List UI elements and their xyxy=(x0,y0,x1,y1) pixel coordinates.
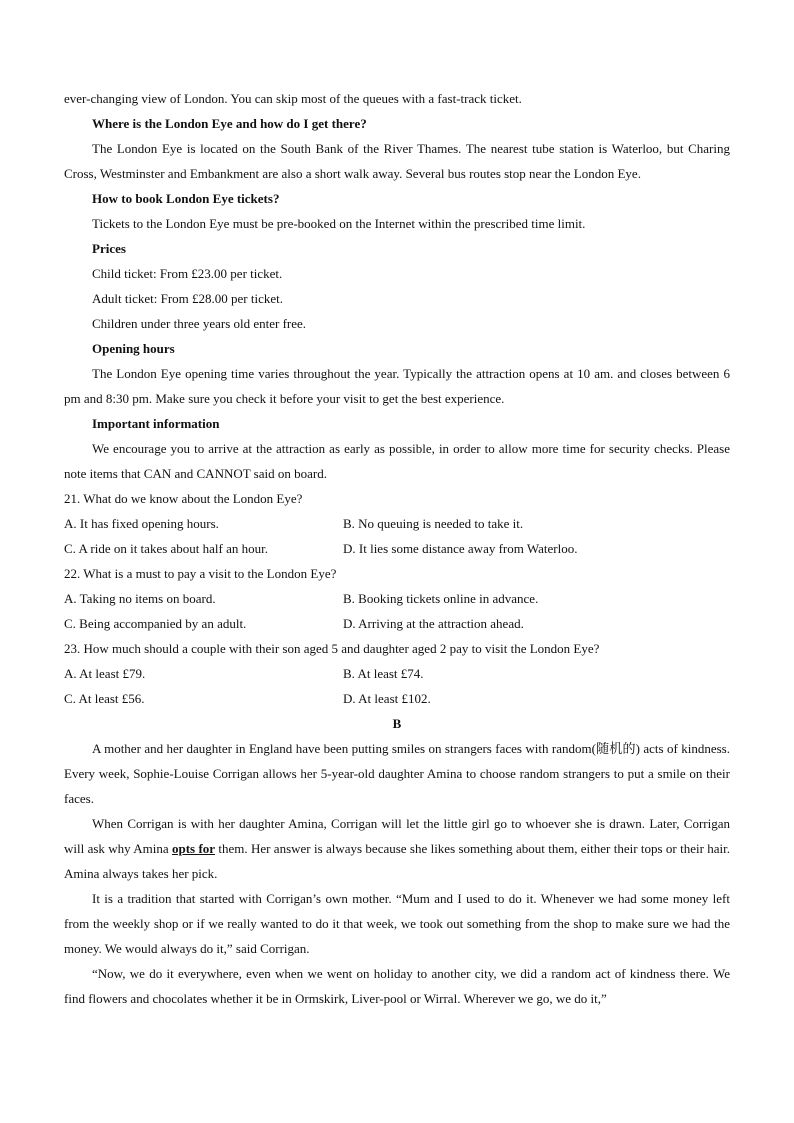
question-23-options-row-1 xyxy=(64,661,730,686)
book-heading: How to book London Eye tickets? xyxy=(92,191,280,206)
option-23-b: B. At least £74. xyxy=(343,666,424,681)
question-22-stem: 22. What is a must to pay a visit to the London Eye? xyxy=(64,566,337,581)
section-b-paragraph-4: “Now, we do it everywhere, even when we went on holiday to another city, we did a random act of kindness there. We find flowers and chocolates whether it be in Ormskirk, Liver-pool or Wirral. Wherever we go, we do it,” xyxy=(64,966,730,1006)
price-adult: Adult ticket: From £28.00 per ticket. xyxy=(92,291,283,306)
p2-text-before: When Corrigan is with her daughter Amina, Corrigan will let the little girl go to whoever she is drawn. Later, Corrigan will ask why Amina xyxy=(64,816,730,856)
option-21-a: A. It has fixed opening hours. xyxy=(64,516,219,531)
where-heading: Where is the London Eye and how do I get there? xyxy=(92,116,367,131)
option-21-c: C. A ride on it takes about half an hour. xyxy=(64,541,268,556)
option-23-d: D. At least £102. xyxy=(343,691,431,706)
price-free: Children under three years old enter free. xyxy=(92,316,307,331)
exam-page xyxy=(64,86,730,1011)
option-22-c: C. Being accompanied by an adult. xyxy=(64,616,247,631)
hours-heading: Opening hours xyxy=(92,341,175,356)
price-child: Child ticket: From £23.00 per ticket. xyxy=(92,266,283,281)
info-paragraph: We encourage you to arrive at the attraction as early as possible, in order to allow more time for security checks. Please note items that CAN and CANNOT said on board. xyxy=(64,441,730,481)
section-b-label: B xyxy=(392,716,402,731)
option-23-a: A. At least £79. xyxy=(64,666,146,681)
book-paragraph: Tickets to the London Eye must be pre-booked on the Internet within the prescribed time limit. xyxy=(92,216,586,231)
section-b-paragraph-2 xyxy=(64,811,730,886)
hours-paragraph: The London Eye opening time varies throughout the year. Typically the attraction opens at 10 am. and closes between 6 pm and 8:30 pm. Make sure you check it before your visit to get the best experience. xyxy=(64,366,730,406)
option-23-c: C. At least £56. xyxy=(64,691,145,706)
p2-text-after: them. Her answer is always because she likes something about them, either their tops or their hair. Amina always takes her pick. xyxy=(64,841,730,881)
option-22-b: B. Booking tickets online in advance. xyxy=(343,591,539,606)
question-22-options-row-1 xyxy=(64,586,730,611)
question-21-options-row-1 xyxy=(64,511,730,536)
info-heading: Important information xyxy=(92,416,220,431)
question-21-stem: 21. What do we know about the London Eye? xyxy=(64,491,303,506)
option-22-a: A. Taking no items on board. xyxy=(64,591,216,606)
option-21-d: D. It lies some distance away from Waterloo. xyxy=(343,541,578,556)
question-23-options-row-2 xyxy=(64,686,730,711)
question-21-options-row-2 xyxy=(64,536,730,561)
question-22-options-row-2 xyxy=(64,611,730,636)
section-b-paragraph-3: It is a tradition that started with Corrigan’s own mother. “Mum and I used to do it. Whenever we had some money left from the weekly shop or if we really wanted to do it that week, we took out something from the shop to make sure we had the money. We would always do it,” said Corrigan. xyxy=(64,891,730,956)
option-22-d: D. Arriving at the attraction ahead. xyxy=(343,616,524,631)
where-paragraph: The London Eye is located on the South Bank of the River Thames. The nearest tube station is Waterloo, but Charing Cross, Westminster and Embankment are also a short walk away. Several bus routes stop near the London Eye. xyxy=(64,141,730,181)
prices-heading: Prices xyxy=(92,241,126,256)
section-b-paragraph-1: A mother and her daughter in England have been putting smiles on strangers faces with random(随机的) acts of kindness. Every week, Sophie-Louise Corrigan allows her 5-year-old daughter Amina to choose random strangers to put a smile on their faces. xyxy=(64,741,730,806)
intro-end-text: ever-changing view of London. You can skip most of the queues with a fast-track ticket. xyxy=(64,91,522,106)
option-21-b: B. No queuing is needed to take it. xyxy=(343,516,524,531)
question-23-stem: 23. How much should a couple with their son aged 5 and daughter aged 2 pay to visit the London Eye? xyxy=(64,641,600,656)
underlined-phrase: opts for xyxy=(171,841,216,856)
